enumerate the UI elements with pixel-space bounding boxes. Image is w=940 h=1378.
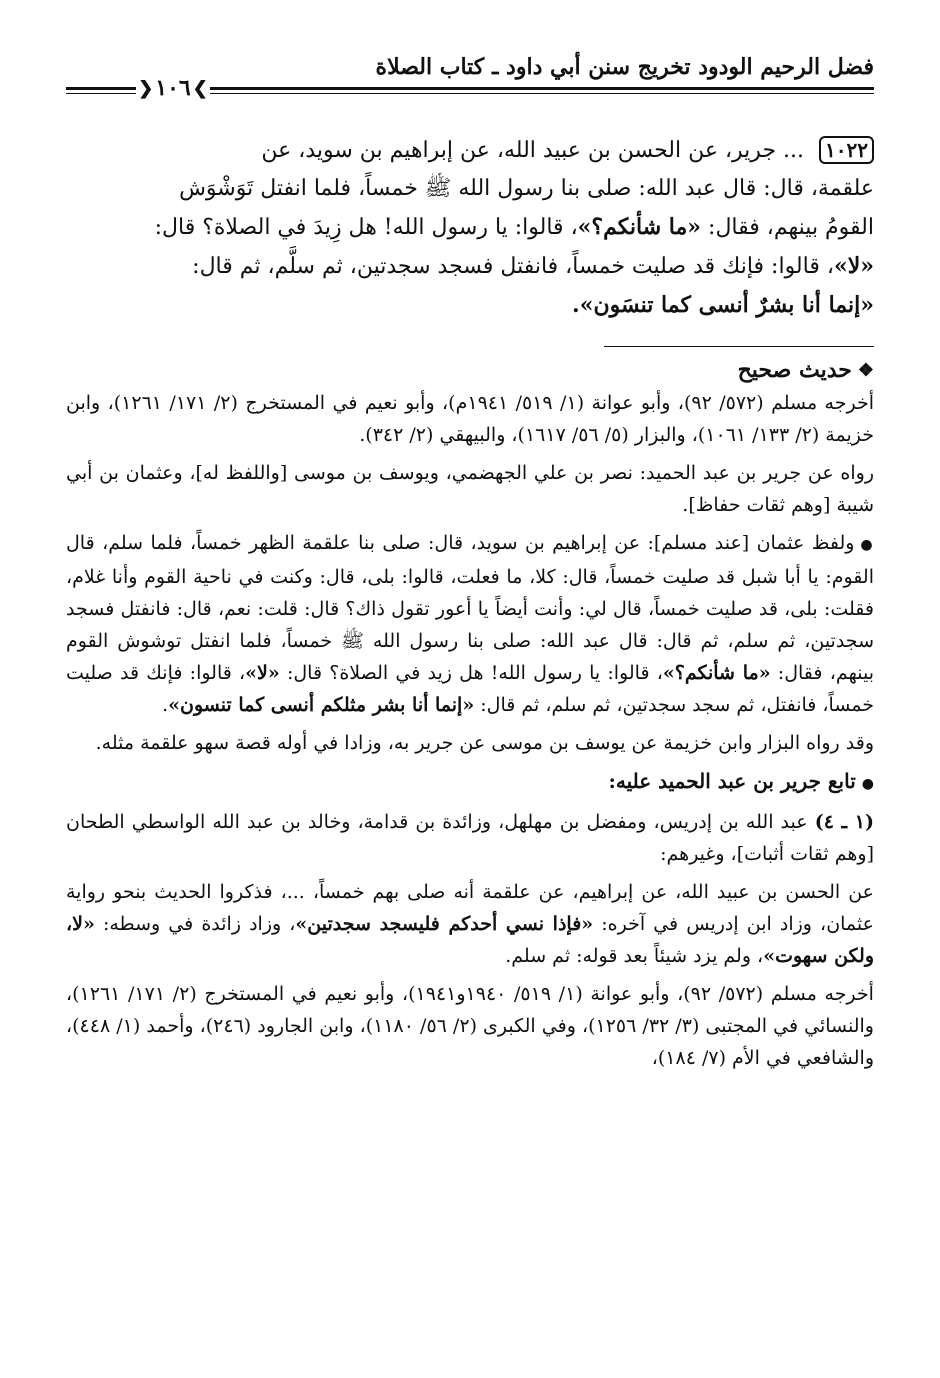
- section-heading: [66, 765, 874, 800]
- running-title: فضل الرحيم الودود تخريج سنن أبي داود ـ كتاب الصلاة: [375, 54, 874, 80]
- bullet-icon: ●: [860, 537, 874, 553]
- hadith-line: [66, 208, 874, 247]
- quote-text: «إنما أنا بشر مثلكم أنسى كما تنسون»: [168, 694, 475, 716]
- paragraph: وقد رواه البزار وابن خزيمة عن يوسف بن موسى عن جرير به، وزادا في أوله قصة سهو علقمة مثله.: [95, 732, 874, 754]
- hadith-line-text: ، قالوا: فإنك قد صليت خمساً، فانفتل فسجد سجدتين، ثم سلَّم، ثم قال:: [192, 254, 834, 279]
- paragraph-text: عبد الله بن إدريس، ومفضل بن مهلهل، وزائدة بن قدامة، وخالد بن عبد الله الواسطي الطحان [وهم ثقات أثبات]، وغيرهم:: [66, 811, 874, 865]
- enumeration: (١ ـ ٤): [814, 811, 875, 833]
- paragraph-text: ، وزاد زائدة في وسطه:: [94, 913, 296, 935]
- grade-label: حديث صحيح: [737, 357, 852, 383]
- paragraph: [66, 806, 874, 870]
- section-divider: [66, 346, 874, 347]
- paragraph: [66, 527, 874, 721]
- document-page: [66, 40, 874, 1338]
- hadith-quote: «ما شأنكم؟»: [577, 214, 702, 240]
- hadith-line: علقمة، قال: قال عبد الله: صلى بنا رسول الله ﷺ خمساً، فلما انفتل تَوَشْوَش: [179, 176, 874, 201]
- bullet-icon: ●: [861, 776, 874, 792]
- hadith-line: «إنما أنا بشرٌ أنسى كما تنسَون».: [572, 292, 874, 318]
- paragraph-text: ولفظ عثمان [عند مسلم]: عن إبراهيم بن سويد، قال: صلى بنا علقمة الظهر خمساً، فلما سلم، قال القوم: يا أبا شبل قد صليت خمساً، قال: كلا، ما فعلت، قالوا: بلى، قال: وكنت في ناحية القوم وأنا غلام، فقلت: بلى، قد صليت خمساً، قال لي: وأنت أيضاً يا أعور تقول ذاك؟ قال: قلت: نعم، قال: فانفتل فسجد سجدتين، ثم سلم، ثم قال: قال عبد الله: صلى بنا رسول الله ﷺ خمساً، فلما انفتل توشوش القوم بينهم، فقال:: [66, 532, 874, 684]
- hadith-line-text: ... جرير، عن الحسن بن عبيد الله، عن إبراهيم بن سويد، عن: [261, 138, 805, 163]
- paragraph: أخرجه مسلم (٥٧٢/ ٩٢)، وأبو عوانة (١/ ٥١٩/ ١٩٤١م)، وأبو نعيم في المستخرج (٢/ ١٧١/ ١٢٦١)، وابن خزيمة (٢/ ١٣٣/ ١٠٦١)، والبزار (٥/ ٥٦/ ١٦١٧)، والبيهقي (٢/ ٣٤٢).: [66, 392, 874, 446]
- hadith-line: [66, 247, 874, 286]
- hadith-number: ١٠٢٢: [819, 136, 874, 164]
- quote-text: «لا، ولكن سهوت»: [66, 913, 874, 967]
- section-heading-text: تابع جرير بن عبد الحميد عليه:: [608, 769, 856, 793]
- page-header: [66, 40, 874, 110]
- hadith-line-text: القومُ بينهم، فقال:: [701, 215, 874, 240]
- paragraph-text: .: [162, 694, 169, 716]
- page-number-text: ١٠٦: [155, 75, 191, 101]
- chevron-left-icon: ❮: [138, 77, 154, 99]
- commentary: [66, 387, 874, 1074]
- paragraph-text: عن الحسن بن عبيد الله، عن إبراهيم، عن علقمة أنه صلى بهم خمساً، ...، فذكروا الحديث بنحو رواية عثمان، وزاد ابن إدريس في آخره:: [66, 881, 874, 935]
- page-number: [136, 73, 210, 103]
- paragraph: [66, 876, 874, 972]
- quote-text: «ما شأنكم؟»: [662, 662, 771, 684]
- hadith-text: [66, 132, 874, 324]
- hadith-line-text: ، قالوا: يا رسول الله! هل زِيدَ في الصلاة؟ قال:: [154, 215, 578, 240]
- quote-text: «لا»: [245, 662, 280, 684]
- hadith-grade: [66, 357, 874, 383]
- hadith-quote: «لا»: [833, 253, 874, 279]
- paragraph-text: ، ولم يزد شيئاً بعد قوله: ثم سلم.: [505, 945, 764, 967]
- paragraph-text: ، قالوا: فإنك قد صليت خمساً، فانفتل، ثم سجد سجدتين، ثم سلم، ثم قال:: [66, 662, 874, 716]
- chevron-right-icon: ❯: [192, 77, 208, 99]
- paragraph-text: ، قالوا: يا رسول الله! هل زيد في الصلاة؟ قال:: [279, 662, 663, 684]
- quote-text: «فإذا نسي أحدكم فليسجد سجدتين»: [295, 913, 594, 935]
- grade-marker-icon: ❖: [857, 359, 874, 381]
- paragraph: رواه عن جرير بن عبد الحميد: نصر بن علي الجهضمي، ويوسف بن موسى [واللفظ له]، وعثمان بن أبي شيبة [وهم ثقات حفاظ].: [66, 462, 874, 516]
- paragraph: أخرجه مسلم (٥٧٢/ ٩٢)، وأبو عوانة (١/ ٥١٩/ ١٩٤٠و١٩٤١)، وأبو نعيم في المستخرج (٢/ ١٧١/ ١٢٦١)، والنسائي في المجتبى (٣/ ٣٢/ ١٢٥٦)، وفي الكبرى (٢/ ٥٦/ ١١٨٠)، وابن الجارود (٢٤٦)، وأحمد (١/ ٤٤٨)، والشافعي في الأم (٧/ ١٨٤)،: [66, 983, 874, 1069]
- hadith-line: [66, 132, 874, 170]
